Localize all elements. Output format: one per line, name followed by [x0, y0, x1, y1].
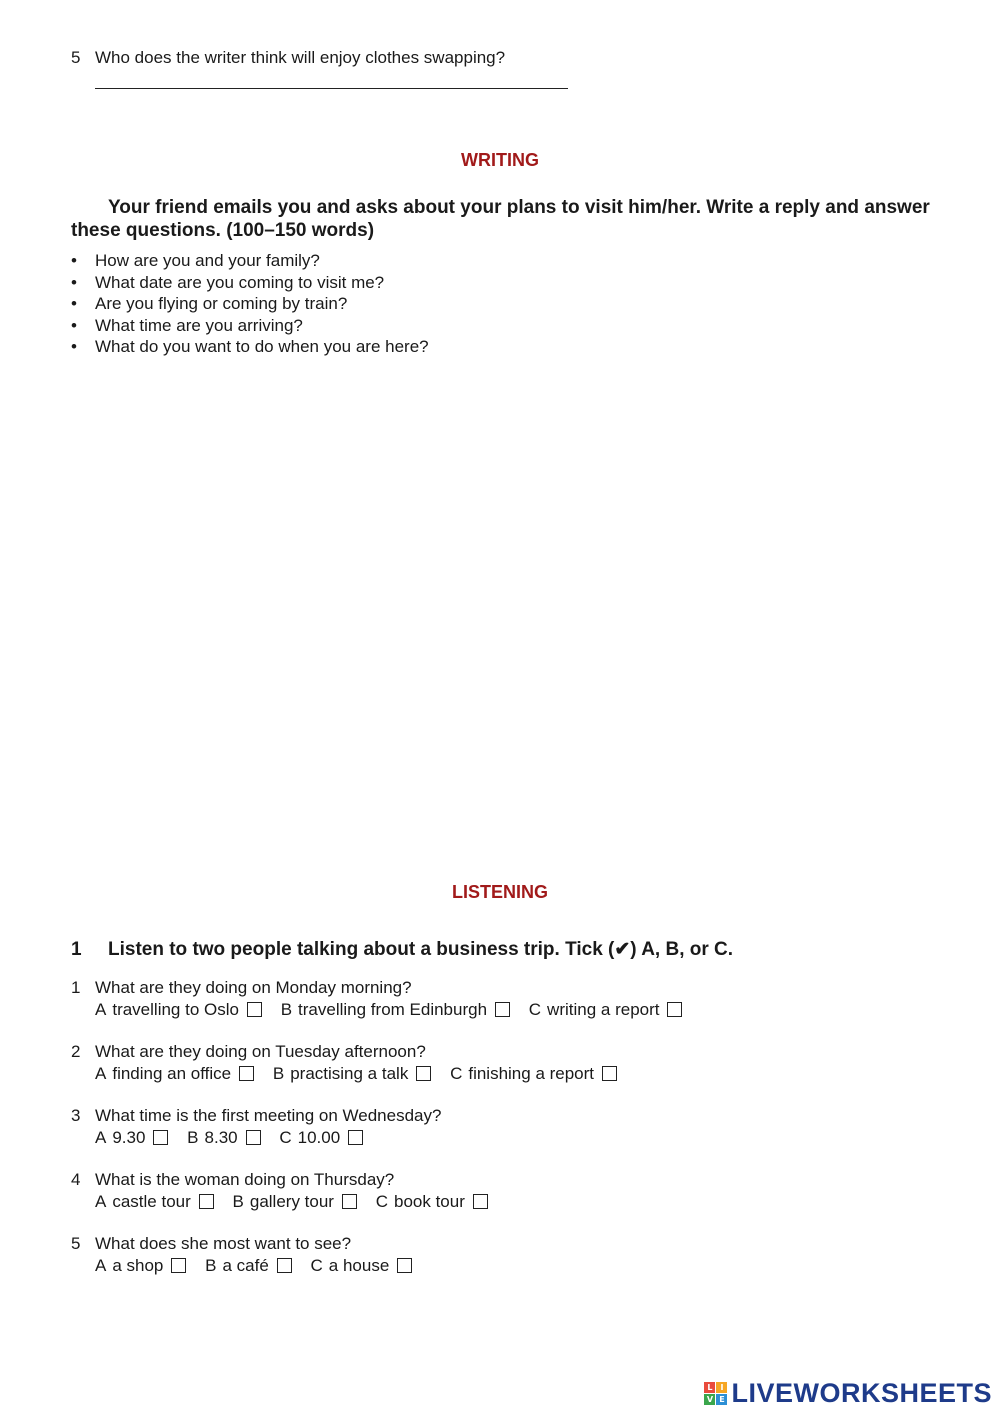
checkbox[interactable] — [342, 1194, 357, 1209]
option-a: A 9.30 — [95, 1127, 168, 1149]
option-c: C 10.00 — [279, 1127, 363, 1149]
bullet-item: • Are you flying or coming by train? — [71, 293, 429, 315]
logo-mark-tile: E — [716, 1394, 727, 1405]
logo-mark-tile: L — [704, 1382, 715, 1393]
listening-title: LISTENING — [451, 882, 548, 902]
question-text: What does she most want to see? — [95, 1234, 352, 1253]
options-row — [71, 1063, 631, 1085]
option-b: B practising a talk — [273, 1063, 431, 1085]
question-number: 2 — [71, 1042, 81, 1061]
checkbox[interactable] — [397, 1258, 412, 1273]
checkbox[interactable] — [602, 1066, 617, 1081]
checkbox[interactable] — [199, 1194, 214, 1209]
checkbox[interactable] — [495, 1002, 510, 1017]
listening-question-2 — [71, 1041, 631, 1084]
checkbox[interactable] — [247, 1002, 262, 1017]
bullet-item: • What do you want to do when you are here? — [71, 336, 429, 358]
checkbox[interactable] — [277, 1258, 292, 1273]
question-text: What time is the first meeting on Wednesday? — [95, 1106, 442, 1125]
reading-question-5 — [71, 48, 505, 68]
option-c: C writing a report — [529, 999, 683, 1021]
bullet-item: • What date are you coming to visit me? — [71, 272, 429, 294]
checkbox[interactable] — [246, 1130, 261, 1145]
writing-bullet-list — [71, 250, 429, 358]
options-row — [71, 1191, 502, 1213]
logo-mark-icon — [704, 1382, 727, 1405]
option-c: C finishing a report — [450, 1063, 617, 1085]
listening-task-instruction — [71, 938, 733, 961]
question-number: 5 — [71, 48, 81, 67]
option-a: A travelling to Oslo — [95, 999, 262, 1021]
liveworksheets-logo — [704, 1378, 992, 1409]
bullet-item: • What time are you arriving? — [71, 315, 429, 337]
listening-question-3 — [71, 1105, 441, 1148]
options-row — [71, 999, 696, 1021]
question-number: 5 — [71, 1234, 81, 1253]
writing-instruction: Your friend emails you and asks about your plans to visit him/her. Write a reply and answer these questions. (100–150 words) — [71, 197, 930, 241]
options-row — [71, 1255, 426, 1277]
option-b: B 8.30 — [187, 1127, 260, 1149]
task-text: Listen to two people talking about a business trip. Tick (✔) A, B, or C. — [108, 939, 734, 960]
option-c: C book tour — [376, 1191, 488, 1213]
option-b: B gallery tour — [233, 1191, 357, 1213]
task-number: 1 — [71, 939, 82, 960]
option-b: B a café — [205, 1255, 292, 1277]
question-text: What are they doing on Monday morning? — [95, 978, 412, 997]
options-row — [71, 1127, 441, 1149]
question-text: Who does the writer think will enjoy clothes swapping? — [95, 48, 506, 67]
question-text: What are they doing on Tuesday afternoon? — [95, 1042, 426, 1061]
question-number: 3 — [71, 1106, 81, 1125]
option-a: A a shop — [95, 1255, 186, 1277]
bullet-item: • How are you and your family? — [71, 250, 429, 272]
listening-question-5 — [71, 1233, 426, 1276]
option-a: A finding an office — [95, 1063, 254, 1085]
checkbox[interactable] — [667, 1002, 682, 1017]
question-number: 4 — [71, 1170, 81, 1189]
writing-title: WRITING — [461, 150, 539, 170]
checkbox[interactable] — [153, 1130, 168, 1145]
logo-text: LIVEWORKSHEETS — [731, 1378, 992, 1408]
logo-mark-tile: I — [716, 1382, 727, 1393]
question-text: What is the woman doing on Thursday? — [95, 1170, 395, 1189]
option-c: C a house — [311, 1255, 413, 1277]
checkbox[interactable] — [348, 1130, 363, 1145]
option-a: A castle tour — [95, 1191, 214, 1213]
answer-line[interactable] — [95, 88, 568, 89]
listening-question-1 — [71, 977, 696, 1020]
checkbox[interactable] — [239, 1066, 254, 1081]
option-b: B travelling from Edinburgh — [281, 999, 510, 1021]
checkbox[interactable] — [473, 1194, 488, 1209]
checkbox[interactable] — [171, 1258, 186, 1273]
logo-mark-tile: V — [704, 1394, 715, 1405]
checkbox[interactable] — [416, 1066, 431, 1081]
question-number: 1 — [71, 978, 81, 997]
listening-question-4 — [71, 1169, 502, 1212]
